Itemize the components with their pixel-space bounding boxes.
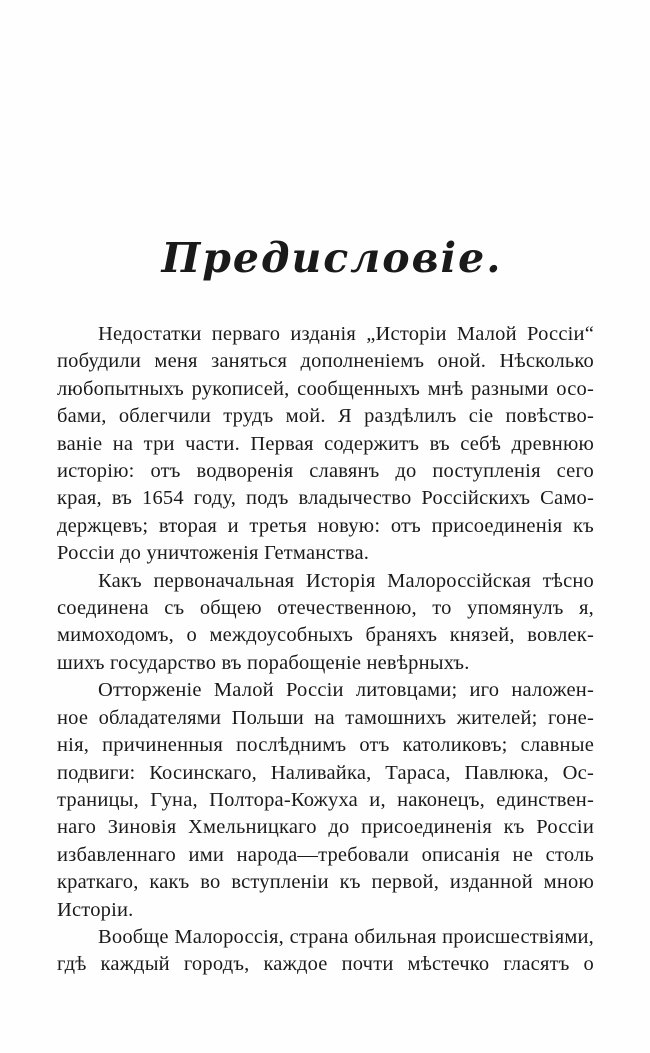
text-line: гдѣ каждый городъ, каждое почти мѣстечко гласятъ о: [57, 953, 594, 976]
text-line: Отторженіе Малой Россіи литовцами; иго наложен-: [98, 679, 594, 702]
text-line: избавленнаго ими народа—требовали описанія не столь: [57, 843, 594, 866]
page-title: Предисловіе.: [161, 234, 503, 282]
text-line: ваніе на три части. Первая содержитъ въ себѣ древнюю: [57, 432, 594, 455]
text-line: держцевъ; вторая и третья новую: отъ присоединенія къ: [57, 514, 594, 537]
paragraph: [57, 924, 594, 979]
text-line: мимоходомъ, о междоусобныхъ браняхъ князей, вовлек-: [57, 624, 594, 647]
text-line: траницы, Гуна, Полтора-Кожуха и, наконецъ, единствен-: [57, 788, 594, 811]
text-line: Вообще Малороссія, страна обильная происшествіями,: [98, 925, 594, 948]
text-line: исторію: отъ водворенія славянъ до поступленія сего: [57, 460, 594, 483]
text-line: побудили меня заняться дополненіемъ оной. Нѣсколько: [57, 350, 594, 373]
text-line: Какъ первоначальная Исторія Малороссійская тѣсно: [98, 569, 594, 592]
text-line: Исторіи.: [57, 898, 134, 921]
paragraph: [57, 677, 594, 924]
text-line: соединена съ общею отечественною, то упомянулъ я,: [57, 597, 594, 620]
text-block: [57, 321, 594, 979]
text-line: нія, причиненныя послѣднимъ отъ католиковъ; славные: [57, 734, 594, 757]
text-line: бами, облегчили трудъ мой. Я раздѣлилъ сіе повѣство-: [57, 405, 594, 428]
text-line: Недостатки перваго изданія „Исторіи Малой Россіи“: [98, 323, 594, 345]
text-line: края, въ 1654 году, подъ владычество Россійскихъ Само-: [57, 487, 594, 510]
text-line: Россіи до уничтоженія Гетманства.: [57, 542, 370, 565]
text-line: краткаго, какъ во вступленіи къ первой, изданной мною: [57, 871, 594, 894]
text-line: подвиги: Косинскаго, Наливайка, Тараса, Павлюка, Ос-: [57, 761, 594, 784]
text-line: шихъ государство въ порабощеніе невѣрныхъ.: [57, 651, 470, 674]
text-line: ное обладателями Польши на тамошнихъ жителей; гоне-: [57, 706, 594, 729]
text-line: любопытныхъ рукописей, сообщенныхъ мнѣ разными осо-: [57, 377, 594, 400]
paragraph: [57, 321, 594, 568]
text-line: наго Зиновія Хмельницкаго до присоединенія къ Россіи: [57, 816, 594, 839]
paragraph: [57, 568, 594, 678]
